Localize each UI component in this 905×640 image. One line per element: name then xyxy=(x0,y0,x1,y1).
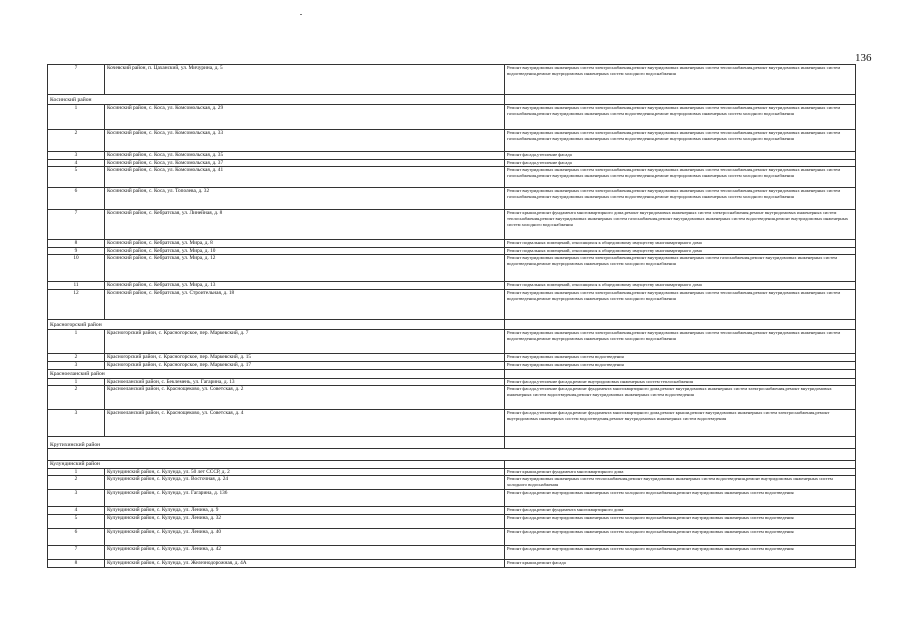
row-work-types: Ремонт подвальных помещений, относящихся к общедомовому имуществу многоквартирного дома xyxy=(505,247,856,255)
row-address: Кулундинский район, с. Кулунда, ул. Ленина, д. 40 xyxy=(105,528,505,545)
row-address: Кулундинский район, с. Кулунда, ул. Ленина, д. 9 xyxy=(105,507,505,515)
table-row xyxy=(48,353,856,361)
row-work-types: Ремонт внутридомовых инженерных систем электроснабжения,ремонт внутридомовых инженерных систем теплоснабжения,ремонт внутридомовых инженерных систем газоснабжения,ремонт внутридомовых инженерных систем водоотведения,ремонт внутридомовых инженерных систем холодного водоснабжения xyxy=(505,188,856,210)
row-work-types: Ремонт фасада,ремонт фундамента многоквартирного дома xyxy=(505,507,856,515)
row-work-types: Ремонт внутридомовых инженерных систем электроснабжения,ремонт внутридомовых инженерных систем теплоснабжения,ремонт внутридомовых инженерных систем газоснабжения,ремонт внутридомовых инженерных систем водоотведения,ремонт внутридомовых инженерных систем холодного водоснабжения xyxy=(505,130,856,152)
row-work-types: Ремонт внутридомовых инженерных систем водоотведения xyxy=(505,353,856,361)
table-row xyxy=(48,361,856,369)
row-address: Красногорский район, с. Красногорское, пер. Маркевский, д. 17 xyxy=(105,361,505,369)
region-work-cell xyxy=(505,369,856,378)
row-address: Косинский район, с. Кебратская, ул. Мира, д. 10 xyxy=(105,247,505,255)
region-name: Крутихинский район xyxy=(48,437,505,449)
row-number: 9 xyxy=(48,247,105,255)
table-row xyxy=(48,255,856,282)
table-row xyxy=(48,386,856,410)
table-row xyxy=(48,65,856,95)
table-row xyxy=(48,282,856,290)
region-header-row xyxy=(48,369,856,378)
row-address: Косинский район, с. Кебратская, ул. Линейная, д. 8 xyxy=(105,210,505,240)
row-work-types: Ремонт фасада,утепление фасада,ремонт фундамента многоквартирного дома,ремонт внутридомовых инженерных систем электроснабжения,ремонт внутридомовых инженерных систем водоотведения,ремонт внутридомовых инженерных систем водоотведения xyxy=(505,386,856,410)
row-work-types: Ремонт фасада,ремонт внутридомовых инженерных систем холодного водоснабжения,ремонт внутридомовых инженерных систем водоотведения xyxy=(505,490,856,507)
region-header-row xyxy=(48,95,856,105)
row-number: 5 xyxy=(48,167,105,188)
table-row xyxy=(48,468,856,476)
row-address: Косинский район, с. Кебратская, ул. Мира, д. 12 xyxy=(105,255,505,282)
row-work-types: Ремонт внутридомовых инженерных систем электроснабжения,ремонт внутридомовых инженерных систем теплоснабжения,ремонт внутридомовых инженерных систем газоснабжения,ремонт внутридомовых инженерных систем водоотведения,ремонт внутридомовых инженерных систем холодного водоснабжения xyxy=(505,167,856,188)
row-number: 10 xyxy=(48,255,105,282)
row-address: Кочевский район, п. Цаханский, ул. Мичурина, д. 5 xyxy=(105,65,505,95)
table-row xyxy=(48,378,856,386)
row-work-types: Ремонт внутридомовых инженерных систем теплоснабжения,ремонт внутридомовых инженерных систем водоотведения,ремонт внутридомовых инженерных систем холодного водоснабжения xyxy=(505,476,856,490)
table-row xyxy=(48,545,856,559)
row-work-types: Ремонт крыши,ремонт фундамента многоквартирного дома,ремонт внутридомовых инженерных систем электроснабжения,ремонт внутридомовых инженерных систем теплоснабжения,ремонт внутридомовых инженерных систем газоснабжения,ремонт внутридомовых инженерных систем водоотведения,ремонт внутридомовых инженерных систем холодного водоснабжения xyxy=(505,210,856,240)
row-address: Косинский район, с. Кебратская, ул. Мира, д. 13 xyxy=(105,282,505,290)
page-number: 136 xyxy=(855,52,872,64)
row-address: Кулундинский район, с. Кулунда, ул. Гагарина, д. 136 xyxy=(105,490,505,507)
works-table xyxy=(47,64,856,568)
row-number: 6 xyxy=(48,528,105,545)
row-number: 8 xyxy=(48,559,105,567)
row-address: Косинский район, с. Коса, ул. Комсомольская, д. 33 xyxy=(105,130,505,152)
spacer-row xyxy=(48,449,856,461)
row-address: Кулундинский район, с. Кулунда, ул. 50 лет СССР, д. 2 xyxy=(105,468,505,476)
region-work-cell xyxy=(505,319,856,329)
row-number: 4 xyxy=(48,159,105,167)
table-row xyxy=(48,188,856,210)
table-row xyxy=(48,507,856,515)
row-work-types: Ремонт подвальных помещений, относящихся к общедомовому имуществу многоквартирного дома xyxy=(505,282,856,290)
row-work-types: Ремонт внутридомовых инженерных систем электроснабжения,ремонт внутридомовых инженерных систем газоснабжения,ремонт внутридомовых инженерных систем водоотведения,ремонт внутридомовых инженерных систем холодного водоснабжения xyxy=(505,255,856,282)
table-row xyxy=(48,329,856,353)
row-number: 2 xyxy=(48,386,105,410)
row-address: Кулундинский район, с. Кулунда, ул. Восточная, д. 24 xyxy=(105,476,505,490)
row-work-types: Ремонт фасада,ремонт внутридомовых инженерных систем холодного водоснабжения,ремонт внутридомовых инженерных систем водоотведения xyxy=(505,514,856,528)
spacer-cell xyxy=(48,449,856,461)
row-work-types: Ремонт фасада,утепление фасада,ремонт внутридомовых инженерных систем теплоснабжения xyxy=(505,378,856,386)
row-number: 7 xyxy=(48,210,105,240)
table-row xyxy=(48,410,856,437)
row-address: Кулундинский район, с. Кулунда, ул. Ленина, д. 32 xyxy=(105,514,505,528)
table-row xyxy=(48,476,856,490)
row-work-types: Ремонт внутридомовых инженерных систем электроснабжения,ремонт внутридомовых инженерных систем теплоснабжения,ремонт внутридомовых инженерных систем водоотведения,ремонт внутридомовых инженерных систем холодного водоснабжения xyxy=(505,289,856,319)
table-row xyxy=(48,240,856,248)
row-number: 1 xyxy=(48,105,105,130)
table-row xyxy=(48,130,856,152)
row-address: Красноеланский район, с. Краснощеково, ул. Советская, д. 4 xyxy=(105,410,505,437)
row-address: Косинский район, с. Коса, ул. Комсомольская, д. 37 xyxy=(105,159,505,167)
table-row xyxy=(48,247,856,255)
row-number: 3 xyxy=(48,152,105,160)
table-row xyxy=(48,490,856,507)
row-number: 5 xyxy=(48,514,105,528)
region-name: Красногорский район xyxy=(48,319,505,329)
region-name: Кулундинский район xyxy=(48,461,505,469)
row-work-types: Ремонт фасада,утепление фасада,ремонт фундамента многоквартирного дома,ремонт крыши,ремонт внутридомовых инженерных систем электроснабжения,ремонт внутридомовых инженерных систем водоотведения,ремонт внутридомовых инженерных систем водоотведения xyxy=(505,410,856,437)
table-row xyxy=(48,289,856,319)
row-address: Косинский район, с. Кебратская, ул. Мира, д. 8 xyxy=(105,240,505,248)
row-work-types: Ремонт внутридомовых инженерных систем электроснабжения,ремонт внутридомовых инженерных систем теплоснабжения,ремонт внутридомовых инженерных систем водоотведения,ремонт внутридомовых инженерных систем холодного водоснабжения xyxy=(505,329,856,353)
row-work-types: Ремонт фасада,утепление фасада xyxy=(505,159,856,167)
table-row xyxy=(48,210,856,240)
row-work-types: Ремонт фасада,ремонт внутридомовых инженерных систем холодного водоснабжения,ремонт внутридомовых инженерных систем водоотведения xyxy=(505,528,856,545)
row-address: Косинский район, с. Кебратская, ул. Строительная, д. 18 xyxy=(105,289,505,319)
row-address: Косинский район, с. Коса, ул. Комсомольская, д. 29 xyxy=(105,105,505,130)
region-name: Косинский район xyxy=(48,95,505,105)
row-address: Красногорский район, с. Красногорское, пер. Маркевский, д. 15 xyxy=(105,353,505,361)
row-address: Косинский район, с. Коса, ул. Комсомольская, д. 41 xyxy=(105,167,505,188)
table-row xyxy=(48,167,856,188)
row-work-types: Ремонт крыши,ремонт фундамента многоквартирного дома xyxy=(505,468,856,476)
table-row xyxy=(48,559,856,567)
table-row xyxy=(48,514,856,528)
row-number: 7 xyxy=(48,65,105,95)
row-address: Косинский район, с. Коса, ул. Тополева, д. 32 xyxy=(105,188,505,210)
row-number: 8 xyxy=(48,240,105,248)
row-address: Косинский район, с. Коса, ул. Комсомольская, д. 35 xyxy=(105,152,505,160)
row-address: Кулундинский район, с. Кулунда, ул. Ленина, д. 42 xyxy=(105,545,505,559)
region-header-row xyxy=(48,461,856,469)
row-number: 4 xyxy=(48,507,105,515)
row-address: Красноеланский район, с. Краснощеково, ул. Советская, д. 2 xyxy=(105,386,505,410)
region-work-cell xyxy=(505,95,856,105)
row-work-types: Ремонт внутридомовых инженерных систем электроснабжения,ремонт внутридомовых инженерных систем теплоснабжения,ремонт внутридомовых инженерных систем водоотведения,ремонт внутридомовых инженерных систем холодного водоснабжения xyxy=(505,65,856,95)
row-number: 11 xyxy=(48,282,105,290)
table-row xyxy=(48,152,856,160)
region-header-row xyxy=(48,437,856,449)
row-number: 3 xyxy=(48,410,105,437)
row-address: Кулундинский район, с. Кулунда, ул. Железнодорожная, д. 4А xyxy=(105,559,505,567)
table-row xyxy=(48,105,856,130)
row-number: 1 xyxy=(48,378,105,386)
row-number: 1 xyxy=(48,468,105,476)
region-work-cell xyxy=(505,461,856,469)
row-work-types: Ремонт фасада,ремонт внутридомовых инженерных систем холодного водоснабжения,ремонт внутридомовых инженерных систем водоотведения xyxy=(505,545,856,559)
row-work-types: Ремонт внутридомовых инженерных систем электроснабжения,ремонт внутридомовых инженерных систем теплоснабжения,ремонт внутридомовых инженерных систем газоснабжения,ремонт внутридомовых инженерных систем водоотведения,ремонт внутридомовых инженерных систем холодного водоснабжения xyxy=(505,105,856,130)
row-address: Красногорский район, с. Красногорское, пер. Маркевский, д. 7 xyxy=(105,329,505,353)
row-number: 7 xyxy=(48,545,105,559)
row-number: 2 xyxy=(48,476,105,490)
row-number: 1 xyxy=(48,329,105,353)
row-work-types: Ремонт крыши,ремонт фасада xyxy=(505,559,856,567)
row-work-types: Ремонт подвальных помещений, относящихся к общедомовому имуществу многоквартирного дома xyxy=(505,240,856,248)
row-work-types: Ремонт фасада,утепление фасада xyxy=(505,152,856,160)
works-table-body xyxy=(48,65,856,568)
region-header-row xyxy=(48,319,856,329)
row-work-types: Ремонт внутридомовых инженерных систем водоотведения xyxy=(505,361,856,369)
table-row xyxy=(48,159,856,167)
row-number: 12 xyxy=(48,289,105,319)
row-number: 6 xyxy=(48,188,105,210)
row-number: 2 xyxy=(48,353,105,361)
row-address: Красноеланский район, с. Беклемень, ул. Гагарина, д. 13 xyxy=(105,378,505,386)
row-number: 3 xyxy=(48,490,105,507)
row-number: 2 xyxy=(48,130,105,152)
table-row xyxy=(48,528,856,545)
scan-speck xyxy=(300,14,302,15)
region-work-cell xyxy=(505,437,856,449)
row-number: 3 xyxy=(48,361,105,369)
region-name: Красноеланский район xyxy=(48,369,505,378)
